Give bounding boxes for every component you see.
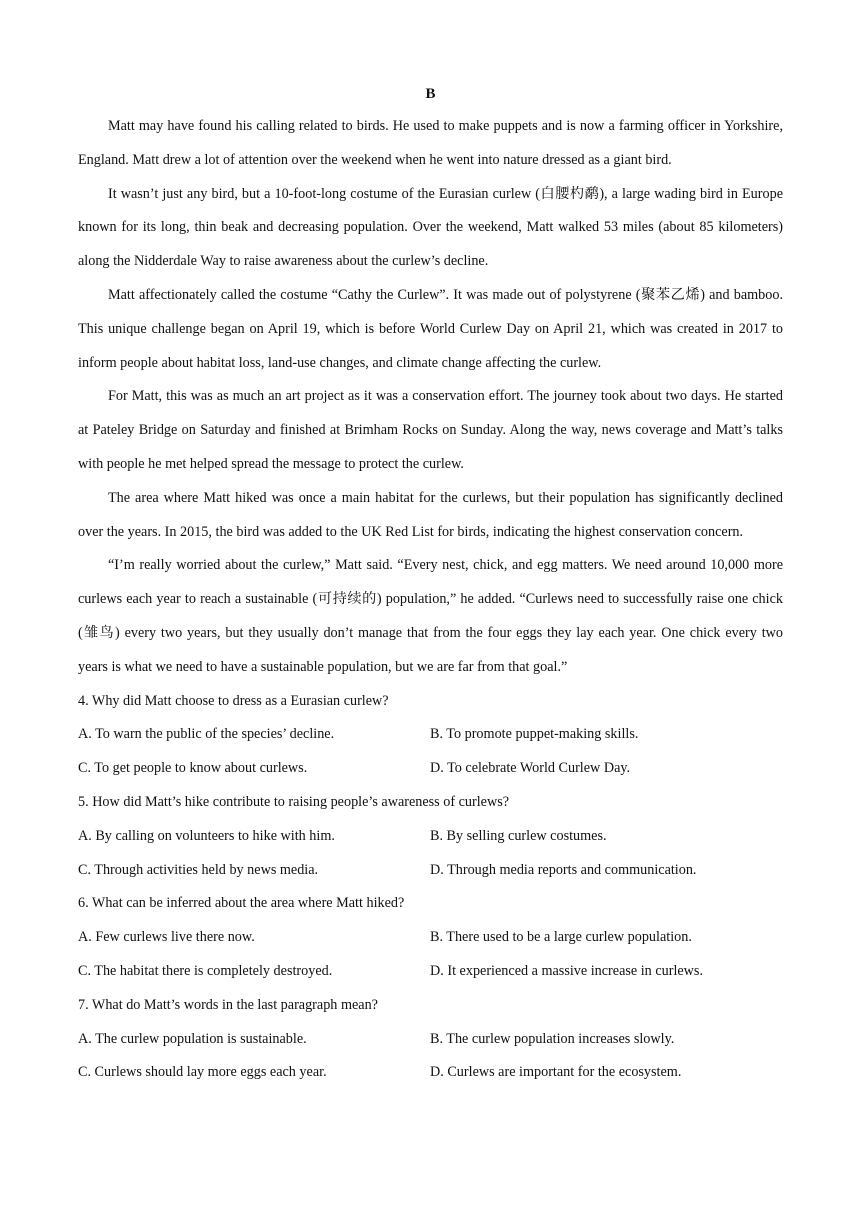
option-row: [78, 921, 783, 955]
question-stem: 7. What do Matt’s words in the last paragraph mean?: [78, 996, 378, 1013]
option-d: D. Through media reports and communication.: [430, 861, 697, 878]
option-a: A. To warn the public of the species’ decline.: [78, 726, 335, 743]
option-row: [78, 1056, 783, 1090]
option-c: C. Curlews should lay more eggs each year.: [78, 1064, 327, 1081]
reading-passage: [78, 80, 783, 1090]
question-stem: 6. What can be inferred about the area where Matt hiked?: [78, 895, 405, 912]
option-c: C. Through activities held by news media.: [78, 861, 319, 878]
paragraph-3: Matt affectionately called the costume “Cathy the Curlew”. It was made out of polystyrene (聚苯乙烯) and bamboo. This unique challenge began on April 19, which is before World Curlew Day on April 21, which was created in 2017 to inform people about habitat loss, land-use changes, and climate change affecting the curlew.: [78, 286, 783, 371]
question-stem: 4. Why did Matt choose to dress as a Eurasian curlew?: [78, 692, 389, 709]
paragraph-1: Matt may have found his calling related to birds. He used to make puppets and is now a farming officer in Yorkshire, England. Matt drew a lot of attention over the weekend when he went into nature dressed as a giant bird.: [78, 118, 783, 168]
option-c: C. The habitat there is completely destroyed.: [78, 962, 333, 979]
option-row: [78, 820, 783, 854]
option-c: C. To get people to know about curlews.: [78, 760, 308, 777]
paragraph-6: “I’m really worried about the curlew,” Matt said. “Every nest, chick, and egg matters. We need around 10,000 more curlews each year to reach a sustainable (可持续的) population,” he added. “Curlews need to successfully raise one chick (雏鸟) every two years, but they usually don’t manage that from the four eggs they lay each year. One chick every two years is what we need to have a sustainable population, but we are far from that goal.”: [78, 557, 783, 675]
option-b: B. By selling curlew costumes.: [430, 827, 607, 844]
paragraph-2: It wasn’t just any bird, but a 10-foot-long costume of the Eurasian curlew (白腰杓鹬), a large wading bird in Europe known for its long, thin beak and decreasing population. Over the weekend, Matt walked 53 miles (about 85 kilometers) along the Nidderdale Way to raise awareness about the curlew’s decline.: [78, 185, 783, 270]
option-d: D. Curlews are important for the ecosystem.: [430, 1064, 682, 1081]
option-row: [78, 854, 783, 888]
paragraph-5: The area where Matt hiked was once a main habitat for the curlews, but their population has significantly declined over the years. In 2015, the bird was added to the UK Red List for birds, indicating the highest conservation concern.: [78, 489, 783, 540]
question-7: [78, 989, 783, 1090]
option-b: B. There used to be a large curlew population.: [430, 929, 692, 946]
option-row: [78, 752, 783, 786]
option-b: B. To promote puppet-making skills.: [430, 726, 639, 743]
question-stem: 5. How did Matt’s hike contribute to raising people’s awareness of curlews?: [78, 793, 510, 810]
option-row: [78, 718, 783, 752]
paragraph-4: For Matt, this was as much an art project as it was a conservation effort. The journey took about two days. He started at Pateley Bridge on Saturday and finished at Brimham Rocks on Sunday. Along the way, news coverage and Matt’s talks with people he met helped spread the message to protect the curlew.: [78, 388, 783, 472]
option-d: D. To celebrate World Curlew Day.: [430, 760, 631, 777]
question-4: [78, 685, 783, 786]
option-row: [78, 955, 783, 989]
option-row: [78, 1023, 783, 1057]
question-6: [78, 887, 783, 988]
question-5: [78, 786, 783, 887]
option-d: D. It experienced a massive increase in curlews.: [430, 962, 703, 979]
option-a: A. The curlew population is sustainable.: [78, 1030, 307, 1047]
option-b: B. The curlew population increases slowly.: [430, 1030, 675, 1047]
section-title: B: [425, 86, 436, 102]
option-a: A. Few curlews live there now.: [78, 929, 255, 946]
option-a: A. By calling on volunteers to hike with him.: [78, 827, 335, 844]
